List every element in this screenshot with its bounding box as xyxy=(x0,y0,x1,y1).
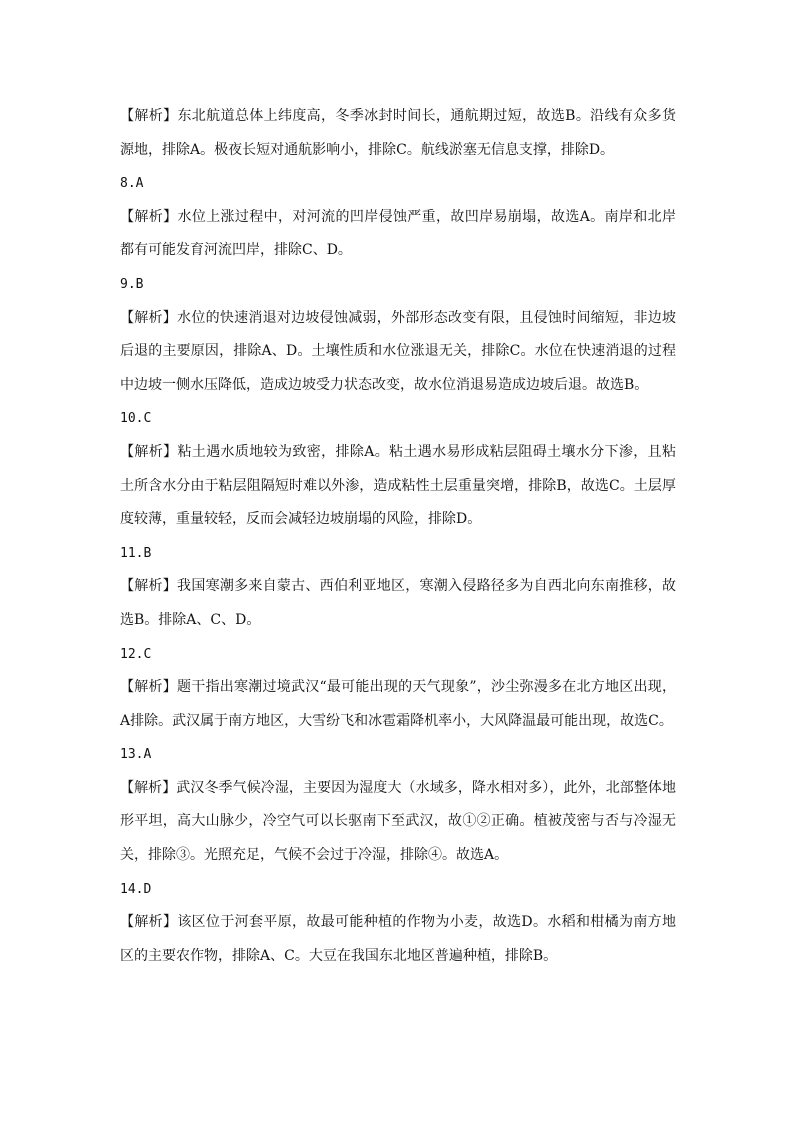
answer-12: 12.C xyxy=(120,646,152,662)
explanation-11: 【解析】我国寒潮多来自蒙古、西伯利亚地区，寒潮入侵路径多为自西北向东南推移，故选B。排除A、C、D。 xyxy=(120,578,676,628)
explanation-12: 【解析】题干指出寒潮过境武汉“最可能出现的天气现象”，沙尘弥漫多在北方地区出现，A排除。武汉属于南方地区，大雪纷飞和冰雹霜降机率小，大风降温最可能出现，故选C。 xyxy=(120,679,676,729)
answer-9: 9.B xyxy=(120,276,144,292)
explanation-10: 【解析】粘土遇水质地较为致密，排除A。粘土遇水易形成粘层阻碍土壤水分下渗，且粘土所含水分由于粘层阻隔短时难以外渗，造成粘性土层重量突增，排除B，故选C。土层厚度较薄，重量较轻，反而会减轻边坡崩塌的风险，排除D。 xyxy=(120,443,676,528)
answer-explanations xyxy=(120,100,676,973)
explanation-14: 【解析】该区位于河套平原，故最可能种植的作物为小麦，故选D。水稻和柑橘为南方地区的主要农作物，排除A、C。大豆在我国东北地区普遍种植，排除B。 xyxy=(120,914,676,964)
answer-11: 11.B xyxy=(120,545,152,561)
explanation-8: 【解析】水位上涨过程中，对河流的凹岸侵蚀严重，故凹岸易崩塌，故选A。南岸和北岸都有可能发育河流凹岸，排除C、D。 xyxy=(120,208,676,259)
explanation-9: 【解析】水位的快速消退对边坡侵蚀减弱，外部形态改变有限，且侵蚀时间缩短，非边坡后退的主要原因，排除A、D。土壤性质和水位涨退无关，排除C。水位在快速消退的过程中边坡一侧水压降低，造成边坡受力状态改变，故水位消退易造成边坡后退。故选B。 xyxy=(120,309,676,393)
explanation-7: 【解析】东北航道总体上纬度高，冬季冰封时间长，通航期过短，故选B。沿线有众多货源地，排除A。极夜长短对通航影响小，排除C。航线淤塞无信息支撑，排除D。 xyxy=(120,108,676,158)
answer-14: 14.D xyxy=(120,881,152,897)
answer-10: 10.C xyxy=(120,411,152,427)
explanation-13: 【解析】武汉冬季气候冷湿，主要因为湿度大（水域多，降水相对多），此外，北部整体地形平坦，高大山脉少，冷空气可以长驱南下至武汉，故①②正确。植被茂密与否与冷湿无关，排除③。光照充足，气候不会过于冷湿，排除④。故选A。 xyxy=(120,779,676,864)
answer-8: 8.A xyxy=(120,176,144,192)
answer-13: 13.A xyxy=(120,747,152,763)
